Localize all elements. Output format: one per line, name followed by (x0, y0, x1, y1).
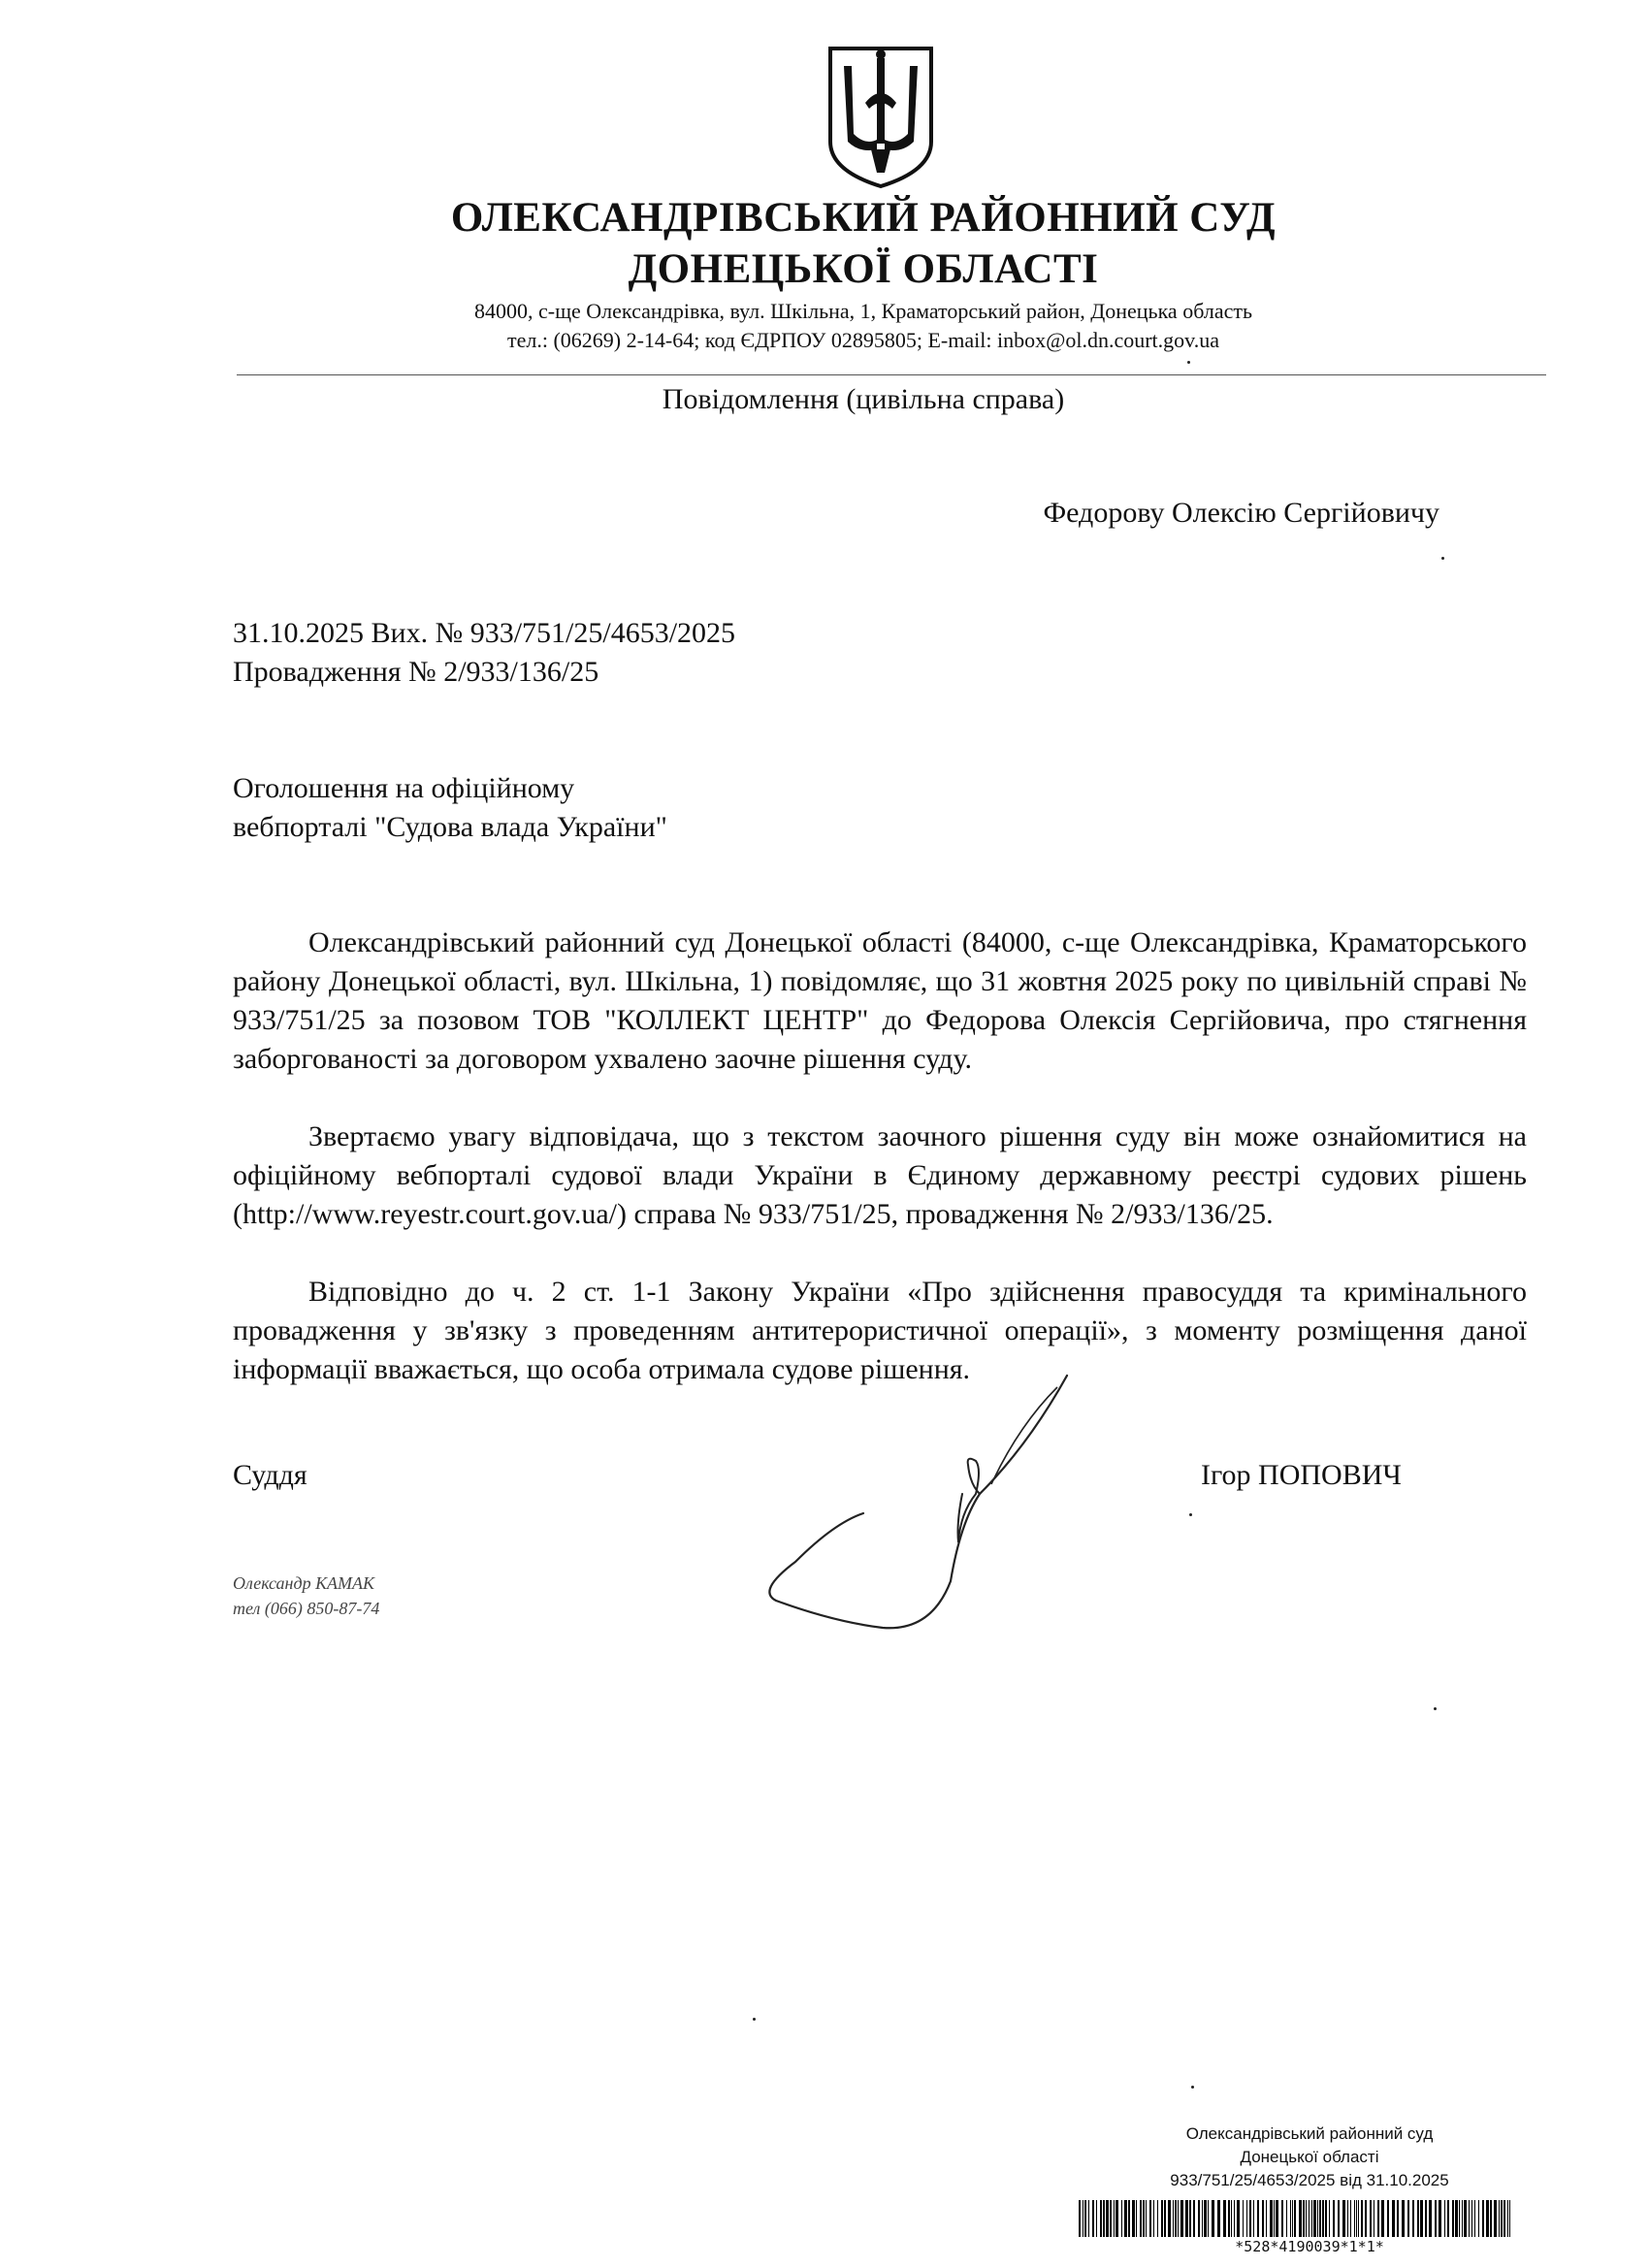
document-title: Повідомлення (цивільна справа) (662, 383, 1065, 415)
executor-phone: тел (066) 850-87-74 (233, 1599, 380, 1618)
recipient-name: Федорову Олексію Сергійовичу (1043, 497, 1439, 529)
scan-speck (1434, 1707, 1437, 1710)
proceeding-number: Провадження № 2/933/136/25 (233, 656, 599, 688)
barcode-number: *528*4190039*1*1* (1235, 2238, 1384, 2255)
judge-name: Ігор ПОПОВИЧ (1201, 1459, 1402, 1491)
header-divider (237, 374, 1546, 375)
scan-speck (1189, 1513, 1192, 1516)
handwritten-signature-icon (737, 1368, 1086, 1659)
outgoing-number: 31.10.2025 Вих. № 933/751/25/4653/2025 (233, 617, 736, 649)
body-paragraph-2: Звертаємо увагу відповідача, що з текстом заочного рішення суду він може ознайомитися на офіційному вебпорталі судової влади України в Єдиному державному реєстрі судових рішень (http://www.reyestr.court.gov.ua/) справа № 933/751/25, провадження № 2/933/136/25. (233, 1120, 1527, 1230)
scan-speck (753, 2018, 756, 2021)
court-contacts: тел.: (06269) 2-14-64; код ЄДРПОУ 02895805; E-mail: inbox@ol.dn.court.gov.ua (506, 328, 1219, 352)
announcement-line2: вебпорталі "Судова влада України" (233, 811, 667, 843)
court-address: 84000, с-ще Олександрівка, вул. Шкільна, 1, Краматорський район, Донецька область (474, 299, 1252, 323)
court-name-line2: ДОНЕЦЬКОЇ ОБЛАСТІ (628, 246, 1099, 292)
stamp-reference: 933/751/25/4653/2025 від 31.10.2025 (1170, 2171, 1449, 2189)
announcement-line1: Оголошення на офіційному (233, 772, 575, 804)
body-paragraph-3: Відповідно до ч. 2 ст. 1-1 Закону України «Про здійснення правосуддя та кримінального провадження у зв'язку з проведенням антитерористичної операції», з моменту розміщення даної інформації вважається, що особа отримала судове рішення. (233, 1276, 1527, 1385)
scan-speck (1187, 361, 1190, 364)
judge-role: Суддя (233, 1459, 307, 1491)
executor-name: Олександр КАМАК (233, 1573, 374, 1593)
scan-speck (1191, 2086, 1194, 2089)
barcode-icon (1079, 2200, 1513, 2237)
trident-coat-of-arms-icon (826, 45, 935, 190)
scan-speck (1441, 557, 1444, 560)
body-paragraph-1: Олександрівський районний суд Донецької області (84000, с-ще Олександрівка, Краматорського району Донецької області, вул. Шкільна, 1) повідомляє, що 31 жовтня 2025 року по цивільній справі № 933/751/25 за позовом ТОВ "КОЛЛЕКТ ЦЕНТР" до Федорова Олексія Сергійовича, про стягнення заборгованості за договором ухвалено заочне рішення суду. (233, 926, 1527, 1075)
stamp-court-name: Олександрівський районний суд (1185, 2124, 1434, 2143)
court-name-line1: ОЛЕКСАНДРІВСЬКИЙ РАЙОННИЙ СУД (450, 195, 1277, 241)
stamp-region: Донецької області (1240, 2148, 1379, 2166)
